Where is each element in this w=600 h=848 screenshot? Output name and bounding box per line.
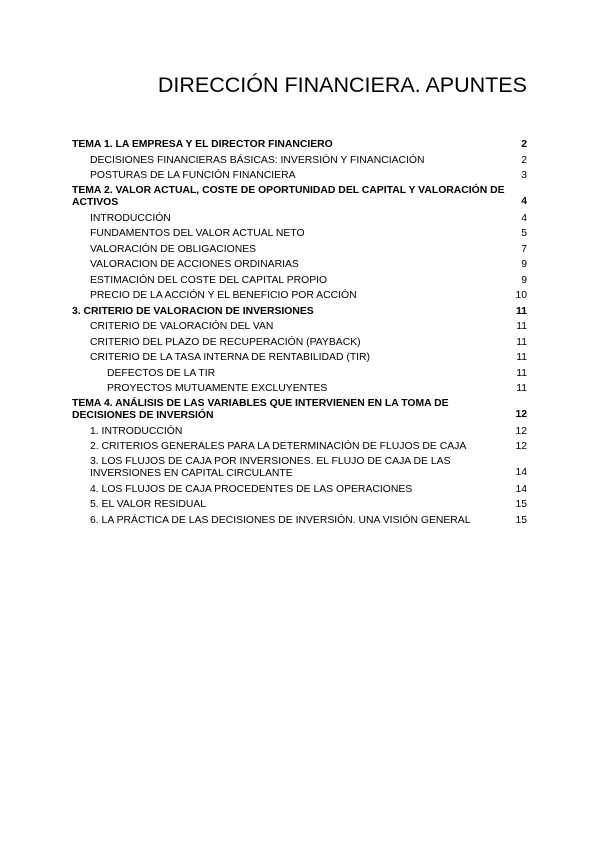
toc-entry[interactable] xyxy=(72,381,527,397)
toc-entry[interactable] xyxy=(72,366,527,382)
toc-entry-page: 12 xyxy=(515,409,527,420)
toc-entry-label: CRITERIO DEL PLAZO DE RECUPERACIÓN (PAYBACK) xyxy=(90,336,361,348)
document-title: DIRECCIÓN FINANCIERA. APUNTES xyxy=(157,73,527,97)
toc-entry-label: FUNDAMENTOS DEL VALOR ACTUAL NETO xyxy=(90,228,305,239)
toc-entry-label: CRITERIO DE VALORACIÓN DEL VAN xyxy=(90,321,274,332)
table-of-contents xyxy=(72,137,527,528)
toc-entry-label: DECISIONES FINANCIERAS BÁSICAS: INVERSIÓN Y FINANCIACIÓN xyxy=(90,154,425,166)
toc-entry[interactable] xyxy=(72,168,527,184)
toc-entry-page: 11 xyxy=(516,336,527,348)
toc-entry[interactable] xyxy=(72,497,527,513)
toc-entry-label: POSTURAS DE LA FUNCIÓN FINANCIERA xyxy=(90,170,296,181)
toc-entry[interactable] xyxy=(72,153,527,169)
toc-entry[interactable] xyxy=(72,226,527,242)
toc-entry[interactable] xyxy=(72,257,527,273)
toc-entry[interactable] xyxy=(72,137,527,153)
toc-entry[interactable] xyxy=(72,456,527,481)
toc-entry-label: INTRODUCCIÓN xyxy=(90,212,171,224)
toc-entry-label: 2. CRITERIOS GENERALES PARA LA DETERMINACIÓN DE FLUJOS DE CAJA xyxy=(90,441,467,452)
toc-entry-label: PRECIO DE LA ACCIÓN Y EL BENEFICIO POR ACCIÓN xyxy=(90,290,357,301)
toc-entry[interactable] xyxy=(72,424,527,440)
toc-entry-page: 11 xyxy=(516,383,527,394)
toc-entry-label: 5. EL VALOR RESIDUAL xyxy=(90,499,207,510)
toc-entry-label: VALORACION DE ACCIONES ORDINARIAS xyxy=(90,259,299,270)
toc-entry[interactable] xyxy=(72,211,527,227)
toc-entry-label: PROYECTOS MUTUAMENTE EXCLUYENTES xyxy=(107,383,328,394)
toc-entry-page: 14 xyxy=(515,467,527,478)
toc-entry[interactable] xyxy=(72,439,527,455)
toc-entry[interactable] xyxy=(72,319,527,335)
toc-entry-page: 9 xyxy=(521,259,527,270)
toc-entry-label: 4. LOS FLUJOS DE CAJA PROCEDENTES DE LAS OPERACIONES xyxy=(90,483,413,495)
toc-entry-page: 11 xyxy=(516,305,527,317)
toc-entry[interactable] xyxy=(72,185,527,210)
toc-entry-label: TEMA 4. ANÁLISIS DE LAS VARIABLES QUE INTERVIENEN EN LA TOMA DE DECISIONES DE INVERSIÓN xyxy=(72,397,449,421)
toc-entry-page: 11 xyxy=(516,367,527,379)
toc-entry-page: 4 xyxy=(521,212,527,224)
toc-entry-label: 3. LOS FLUJOS DE CAJA POR INVERSIONES. EL FLUJO DE CAJA DE LAS INVERSIONES EN CAPITAL CIRCULANTE xyxy=(90,455,451,479)
toc-entry[interactable] xyxy=(72,242,527,258)
toc-entry-label: TEMA 2. VALOR ACTUAL, COSTE DE OPORTUNIDAD DEL CAPITAL Y VALORACIÓN DE ACTIVOS xyxy=(72,184,505,208)
toc-entry-page: 14 xyxy=(515,483,527,495)
toc-entry[interactable] xyxy=(72,335,527,351)
toc-entry[interactable] xyxy=(72,350,527,366)
toc-entry-label: 6. LA PRÁCTICA DE LAS DECISIONES DE INVERSIÓN. UNA VISIÓN GENERAL xyxy=(90,514,471,526)
toc-entry-page: 3 xyxy=(521,170,527,181)
toc-entry-label: DEFECTOS DE LA TIR xyxy=(107,367,216,379)
toc-entry-page: 11 xyxy=(516,352,527,363)
toc-entry[interactable] xyxy=(72,482,527,498)
toc-entry-page: 10 xyxy=(515,290,527,301)
toc-entry-label: TEMA 1. LA EMPRESA Y EL DIRECTOR FINANCIERO xyxy=(72,139,333,150)
toc-entry-label: CRITERIO DE LA TASA INTERNA DE RENTABILIDAD (TIR) xyxy=(90,352,371,363)
toc-entry-label: 1. INTRODUCCIÓN xyxy=(90,425,183,437)
toc-entry-page: 7 xyxy=(521,243,527,255)
toc-entry-label: VALORACIÓN DE OBLIGACIONES xyxy=(90,243,257,255)
toc-entry-page: 12 xyxy=(515,441,527,452)
toc-entry-label: ESTIMACIÓN DEL COSTE DEL CAPITAL PROPIO xyxy=(90,274,328,286)
toc-entry-page: 12 xyxy=(515,425,527,437)
toc-entry[interactable] xyxy=(72,273,527,289)
toc-entry-page: 5 xyxy=(521,228,527,239)
toc-entry-page: 9 xyxy=(521,274,527,286)
toc-entry-page: 15 xyxy=(515,499,527,510)
toc-entry[interactable] xyxy=(72,288,527,304)
toc-entry[interactable] xyxy=(72,513,527,529)
toc-entry-label: 3. CRITERIO DE VALORACION DE INVERSIONES xyxy=(72,305,314,317)
toc-entry-page: 11 xyxy=(516,321,527,332)
toc-entry-page: 2 xyxy=(521,139,527,150)
toc-entry[interactable] xyxy=(72,398,527,423)
toc-entry[interactable] xyxy=(72,304,527,320)
toc-entry-page: 15 xyxy=(515,514,527,526)
toc-entry-page: 4 xyxy=(521,196,527,207)
toc-entry-page: 2 xyxy=(521,154,527,166)
